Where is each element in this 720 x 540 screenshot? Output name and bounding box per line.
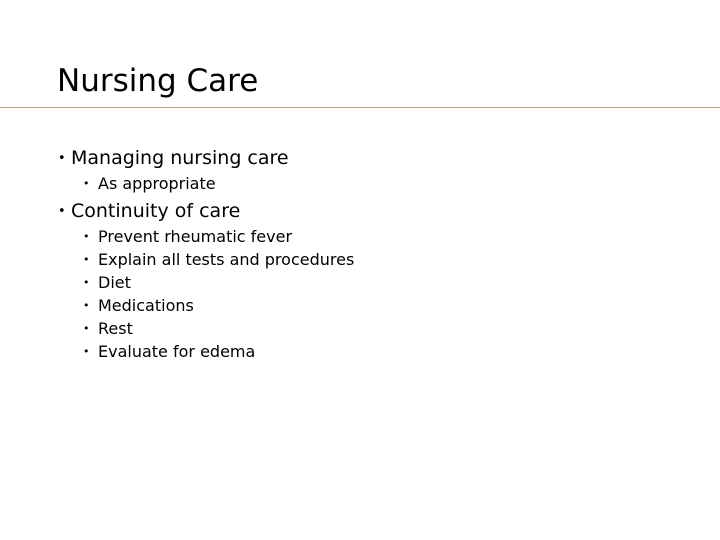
sub-bullet-item bbox=[83, 340, 255, 363]
sub-bullet-item bbox=[83, 172, 216, 195]
bullet-item-managing-nursing-care bbox=[58, 146, 289, 171]
bullet-text: Continuity of care bbox=[71, 200, 241, 222]
sub-bullet-text: As appropriate bbox=[98, 174, 216, 193]
bullet-dot-icon: • bbox=[83, 345, 90, 358]
bullet-dot-icon: • bbox=[83, 322, 90, 335]
sub-bullet-text: Evaluate for edema bbox=[98, 342, 256, 361]
sub-bullet-text: Diet bbox=[98, 273, 131, 292]
sub-bullet-item bbox=[83, 248, 354, 271]
sub-bullet-text: Rest bbox=[98, 319, 133, 338]
sub-bullet-item bbox=[83, 271, 131, 294]
bullet-dot-icon: • bbox=[83, 177, 90, 190]
slide-title: Nursing Care bbox=[57, 63, 259, 99]
bullet-dot-icon: • bbox=[58, 204, 66, 219]
sub-bullet-item bbox=[83, 294, 194, 317]
bullet-dot-icon: • bbox=[83, 230, 90, 243]
sub-bullet-text: Prevent rheumatic fever bbox=[98, 227, 293, 246]
sub-bullet-item bbox=[83, 317, 133, 340]
bullet-dot-icon: • bbox=[83, 299, 90, 312]
bullet-dot-icon: • bbox=[83, 253, 90, 266]
sub-bullet-text: Medications bbox=[98, 296, 194, 315]
bullet-item-continuity-of-care bbox=[58, 199, 240, 224]
bullet-text: Managing nursing care bbox=[71, 147, 289, 169]
bullet-dot-icon: • bbox=[58, 151, 66, 166]
bullet-dot-icon: • bbox=[83, 276, 90, 289]
sub-bullet-item bbox=[83, 225, 292, 248]
sub-bullet-text: Explain all tests and procedures bbox=[98, 250, 355, 269]
